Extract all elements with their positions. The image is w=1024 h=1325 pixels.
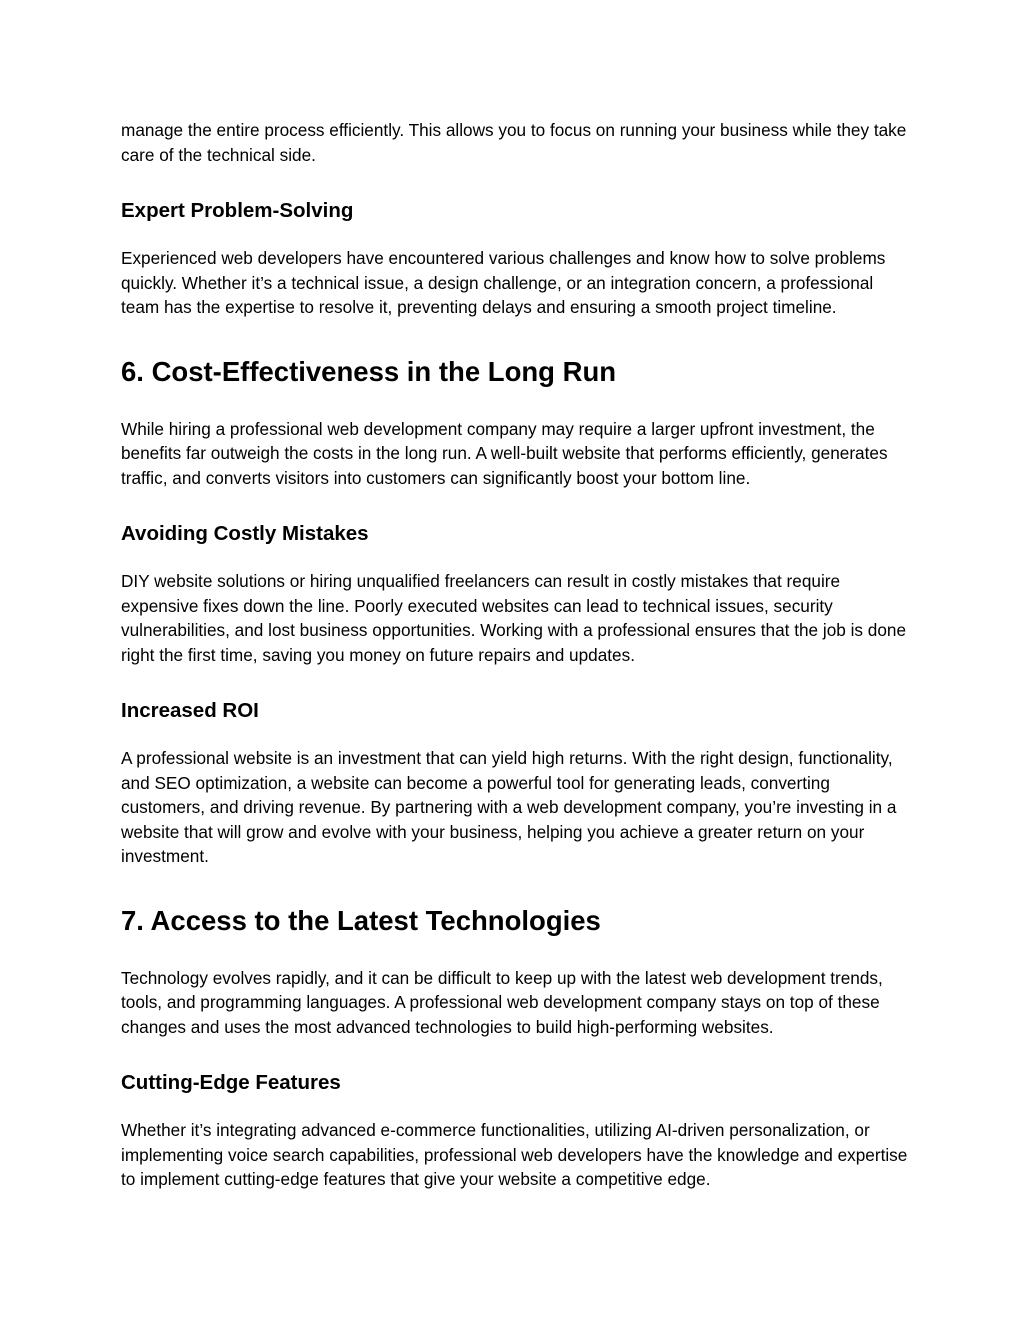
avoiding-costly-mistakes-paragraph: DIY website solutions or hiring unqualified freelancers can result in costly mistakes that require expensive fixes down the line. Poorly executed websites can lead to technical issues, security vulnerabilities, and lost business opportunities. Working with a professional ensures that the job is done right the first time, saving you money on future repairs and updates. xyxy=(121,571,907,665)
increased-roi-heading: Increased ROI xyxy=(121,699,259,722)
section-6-heading: 6. Cost-Effectiveness in the Long Run xyxy=(121,355,617,387)
increased-roi-paragraph: A professional website is an investment that can yield high returns. With the right design, functionality, and SEO optimization, a website can become a powerful tool for generating leads, converting customers, and driving revenue. By partnering with a web development company, you’re investing in a website that will grow and evolve with your business, helping you achieve a greater return on your investment. xyxy=(121,748,897,866)
cutting-edge-features-paragraph: Whether it’s integrating advanced e-commerce functionalities, utilizing AI-driven personalization, or implementing voice search capabilities, professional web developers have the knowledge and expertise to implement cutting-edge features that give your website a competitive edge. xyxy=(121,1120,908,1189)
section-7-heading: 7. Access to the Latest Technologies xyxy=(121,904,601,936)
expert-problem-solving-paragraph: Experienced web developers have encountered various challenges and know how to solve problems quickly. Whether it’s a technical issue, a design challenge, or an integration concern, a professional team has the expertise to resolve it, preventing delays and ensuring a smooth project timeline. xyxy=(121,248,886,317)
section-6-paragraph: While hiring a professional web development company may require a larger upfront investment, the benefits far outweigh the costs in the long run. A well-built website that performs efficiently, generates traffic, and converts visitors into customers can significantly boost your bottom line. xyxy=(121,418,888,488)
intro-paragraph: manage the entire process efficiently. This allows you to focus on running your business while they take care of the technical side. xyxy=(121,120,907,165)
section-7-paragraph: Technology evolves rapidly, and it can be difficult to keep up with the latest web development trends, tools, and programming languages. A professional web development company stays on top of these changes and uses the most advanced technologies to build high-performing websites. xyxy=(121,967,883,1037)
cutting-edge-features-heading: Cutting-Edge Features xyxy=(121,1071,341,1094)
expert-problem-solving-heading: Expert Problem-Solving xyxy=(121,199,354,222)
avoiding-costly-mistakes-heading: Avoiding Costly Mistakes xyxy=(121,522,369,545)
